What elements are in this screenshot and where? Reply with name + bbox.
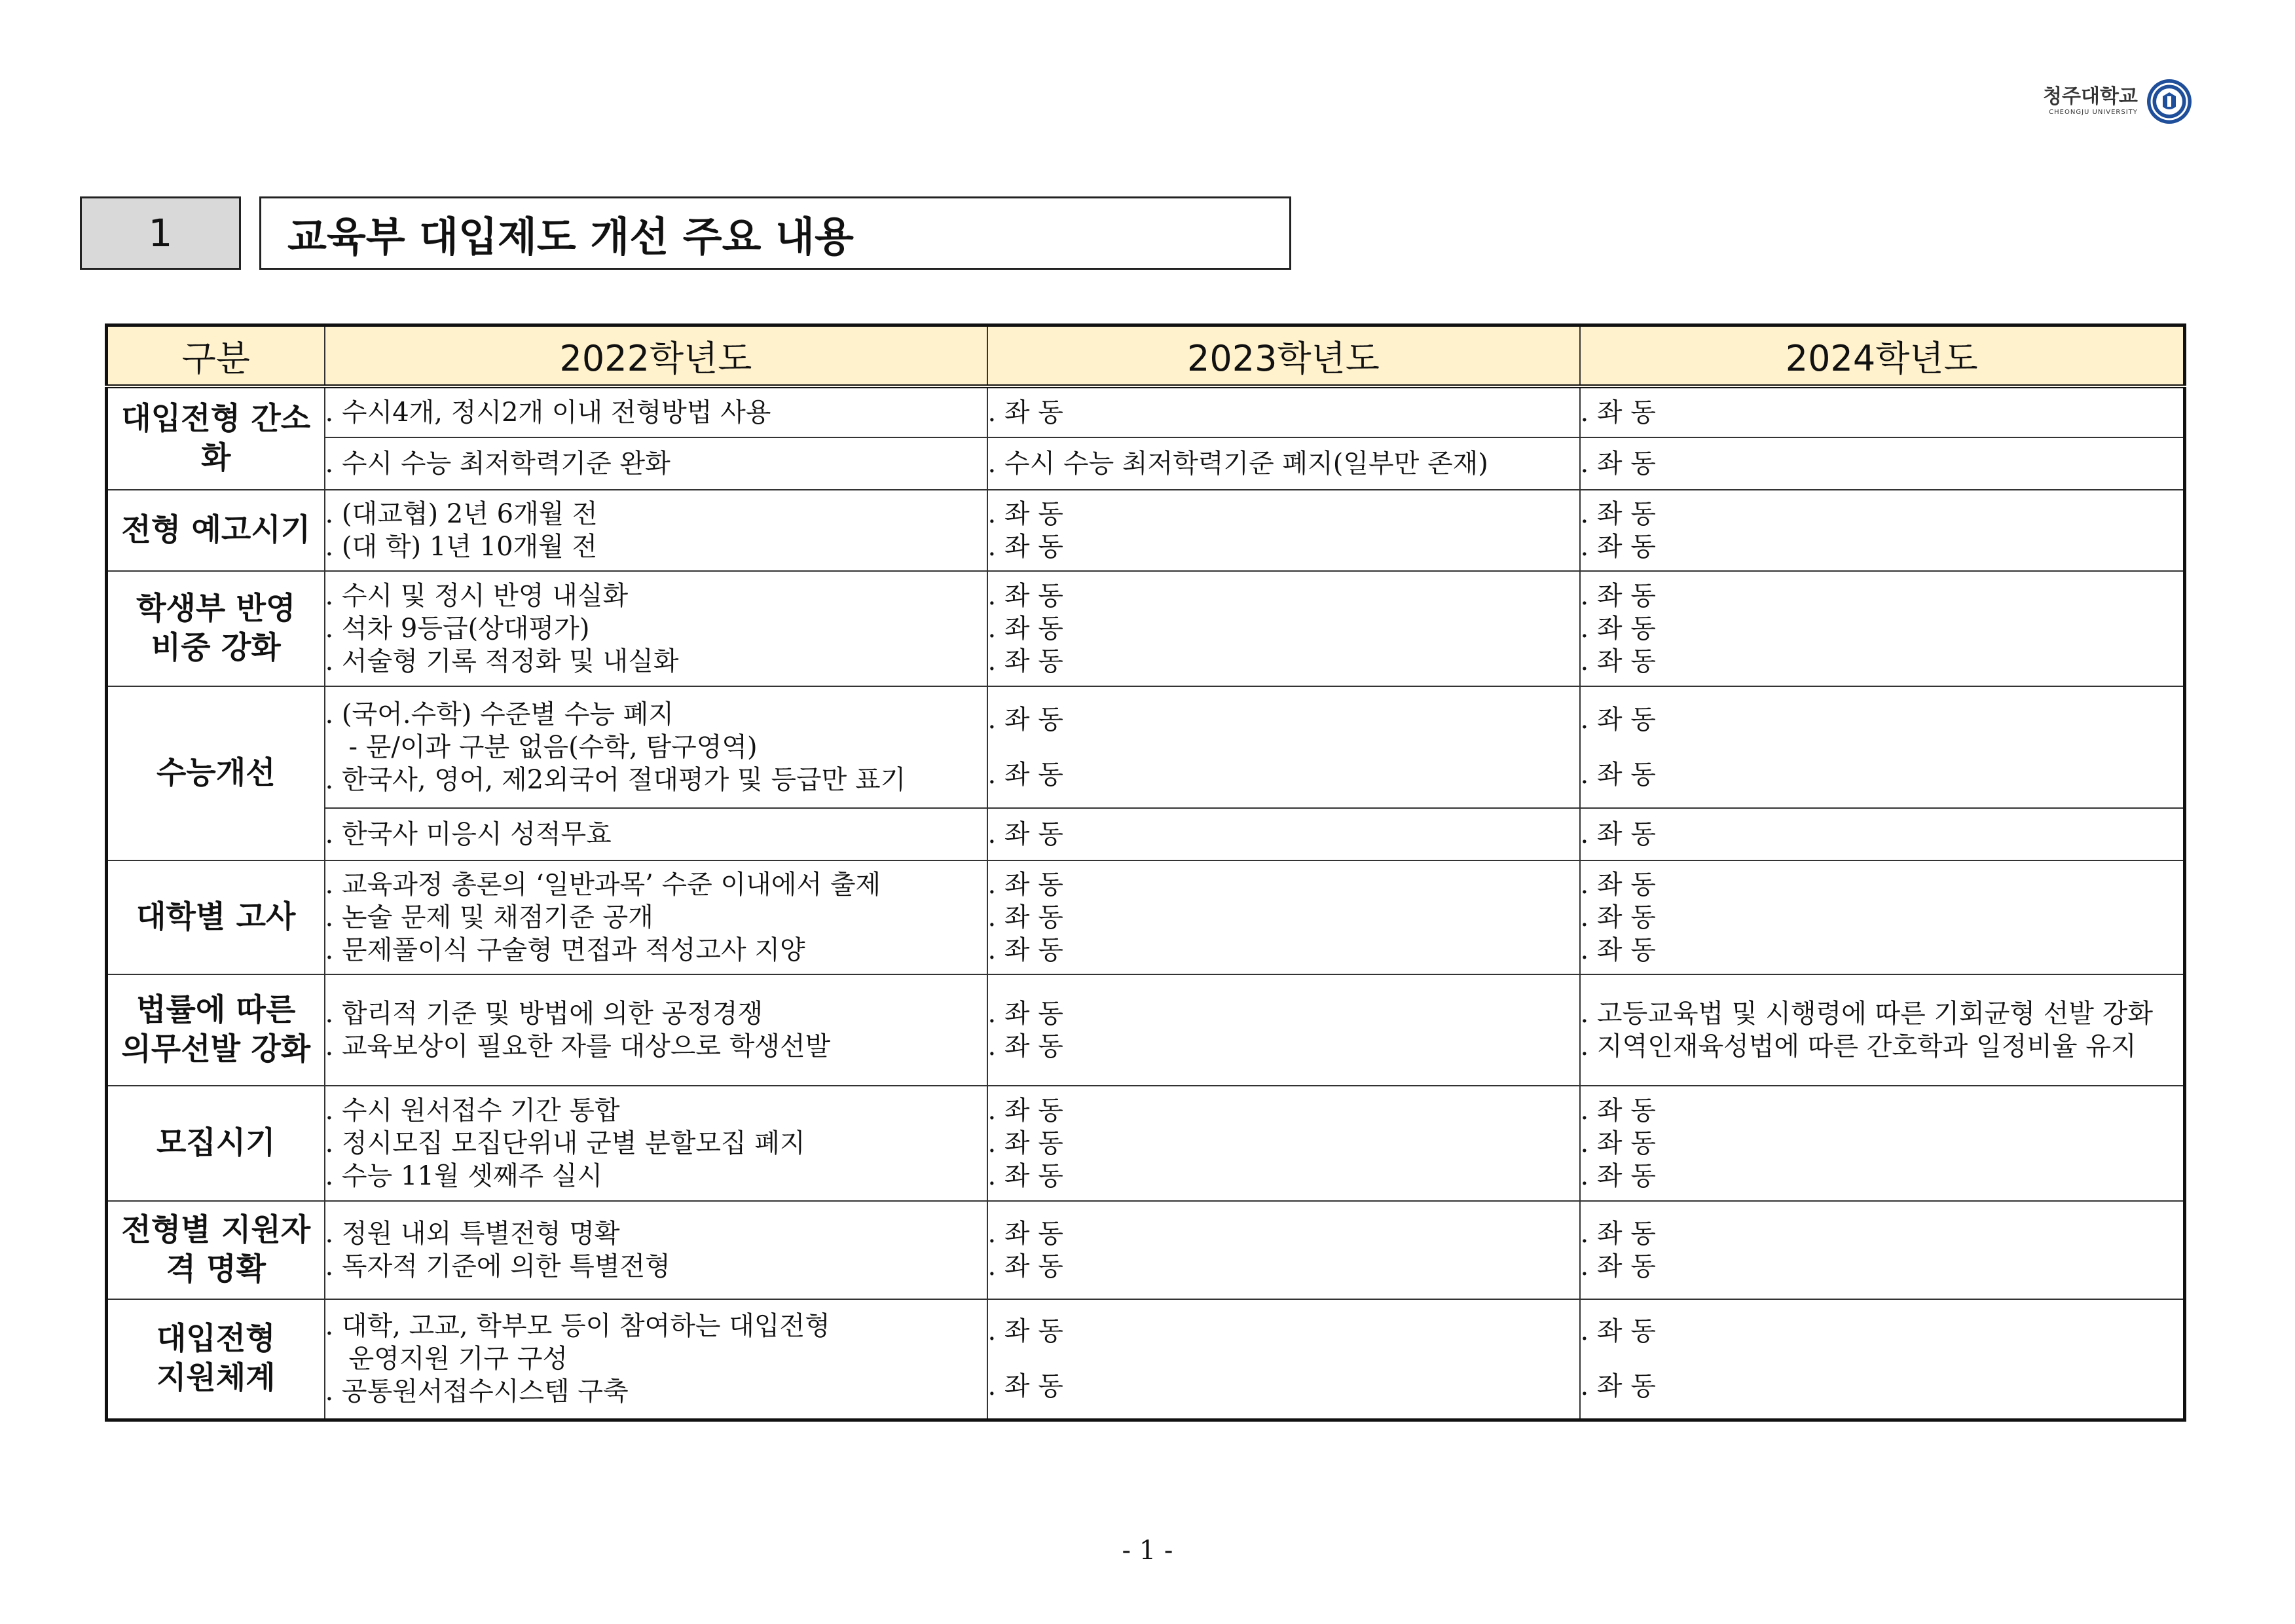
logo-name-en: CHEONGJU UNIVERSITY (2049, 109, 2138, 116)
cell-2023: . 좌 동 . 좌 동 . 좌 동 (987, 571, 1580, 686)
cell-2022: . 한국사 미응시 성적무효 (325, 808, 987, 860)
section-title: 교육부 대입제도 개선 주요 내용 (259, 196, 1291, 270)
cell-2024: . 좌 동 (1580, 437, 2185, 490)
cell-2024: . 좌 동 . 좌 동 . 좌 동 (1580, 571, 2185, 686)
header-2023: 2023학년도 (987, 325, 1580, 387)
cell-2023: . 좌 동 . 좌 동 . 좌 동 (987, 1086, 1580, 1201)
cell-2023: . 좌 동 . 좌 동 (987, 1201, 1580, 1299)
cell-2024: . 좌 동 . 좌 동 . 좌 동 (1580, 1086, 2185, 1201)
cell-2022: . 수시 및 정시 반영 내실화 . 석차 9등급(상대평가) . 서술형 기록 적정화 및 내실화 (325, 571, 987, 686)
cell-2022: . (국어.수학) 수준별 수능 폐지 - 문/이과 구분 없음(수학, 탐구영역) . 한국사, 영어, 제2외국어 절대평가 및 등급만 표기 (325, 686, 987, 808)
table-header-row (107, 325, 2185, 387)
table-row (107, 686, 2185, 808)
cell-2024: . 좌 동 . 좌 동 (1580, 490, 2185, 571)
admission-reform-table (105, 323, 2186, 1422)
cell-2022: . 수시4개, 정시2개 이내 전형방법 사용 (325, 386, 987, 437)
cell-2024: . 좌 동 . 좌 동 (1580, 1299, 2185, 1420)
cell-2022: . 수시 원서접수 기간 통합 . 정시모집 모집단위내 군별 분할모집 폐지 . 수능 11월 셋째주 실시 (325, 1086, 987, 1201)
cell-2024: . 고등교육법 및 시행령에 따른 기회균형 선발 강화 . 지역인재육성법에 따른 간호학과 일정비율 유지 (1580, 974, 2185, 1086)
cell-2022: . (대교협) 2년 6개월 전 . (대 학) 1년 10개월 전 (325, 490, 987, 571)
row-category: 전형 예고시기 (107, 490, 325, 571)
row-category: 수능개선 (107, 686, 325, 860)
table-row (107, 386, 2185, 437)
header-category: 구분 (107, 325, 325, 387)
table-row (107, 1201, 2185, 1299)
table-row (107, 1299, 2185, 1420)
cell-2024: . 좌 동 (1580, 808, 2185, 860)
cell-2024: . 좌 동 . 좌 동 . 좌 동 (1580, 860, 2185, 974)
cell-2023: . 좌 동 . 좌 동 (987, 490, 1580, 571)
table-row (107, 437, 2185, 490)
cell-2024: . 좌 동 . 좌 동 (1580, 686, 2185, 808)
header-2022: 2022학년도 (325, 325, 987, 387)
table-row (107, 860, 2185, 974)
row-category: 모집시기 (107, 1086, 325, 1201)
row-category: 대학별 고사 (107, 860, 325, 974)
cell-2024: . 좌 동 (1580, 386, 2185, 437)
table-row (107, 571, 2185, 686)
row-category: 대입전형 지원체계 (107, 1299, 325, 1420)
cell-2024: . 좌 동 . 좌 동 (1580, 1201, 2185, 1299)
table-row (107, 1086, 2185, 1201)
row-category: 대입전형 간소화 (107, 386, 325, 490)
cell-2022: . 대학, 고교, 학부모 등이 참여하는 대입전형 운영지원 기구 구성 . 공통원서접수시스템 구축 (325, 1299, 987, 1420)
cell-2023: . 좌 동 (987, 808, 1580, 860)
cell-2022: . 합리적 기준 및 방법에 의한 공정경쟁 . 교육보상이 필요한 자를 대상으로 학생선발 (325, 974, 987, 1086)
university-logo (2043, 73, 2193, 130)
logo-name-kr: 청주대학교 (2043, 85, 2138, 108)
cell-2023: . 좌 동 . 좌 동 . 좌 동 (987, 860, 1580, 974)
cell-2023: . 좌 동 . 좌 동 (987, 974, 1580, 1086)
cell-2023: . 수시 수능 최저학력기준 폐지(일부만 존재) (987, 437, 1580, 490)
university-emblem-icon (2146, 78, 2193, 125)
cell-2022: . 수시 수능 최저학력기준 완화 (325, 437, 987, 490)
cell-2022: . 정원 내외 특별전형 명확 . 독자적 기준에 의한 특별전형 (325, 1201, 987, 1299)
cell-2022: . 교육과정 총론의 ‘일반과목’ 수준 이내에서 출제 . 논술 문제 및 채점기준 공개 . 문제풀이식 구술형 면접과 적성고사 지양 (325, 860, 987, 974)
page-number: - 1 - (1122, 1536, 1173, 1566)
table-row (107, 974, 2185, 1086)
header-2024: 2024학년도 (1580, 325, 2185, 387)
table-row (107, 490, 2185, 571)
cell-2023: . 좌 동 . 좌 동 (987, 686, 1580, 808)
row-category: 학생부 반영 비중 강화 (107, 571, 325, 686)
cell-2023: . 좌 동 . 좌 동 (987, 1299, 1580, 1420)
row-category: 전형별 지원자격 명확 (107, 1201, 325, 1299)
table-row (107, 808, 2185, 860)
section-number: 1 (80, 196, 241, 270)
logo-wordmark (2043, 86, 2138, 117)
row-category: 법률에 따른 의무선발 강화 (107, 974, 325, 1086)
cell-2023: . 좌 동 (987, 386, 1580, 437)
